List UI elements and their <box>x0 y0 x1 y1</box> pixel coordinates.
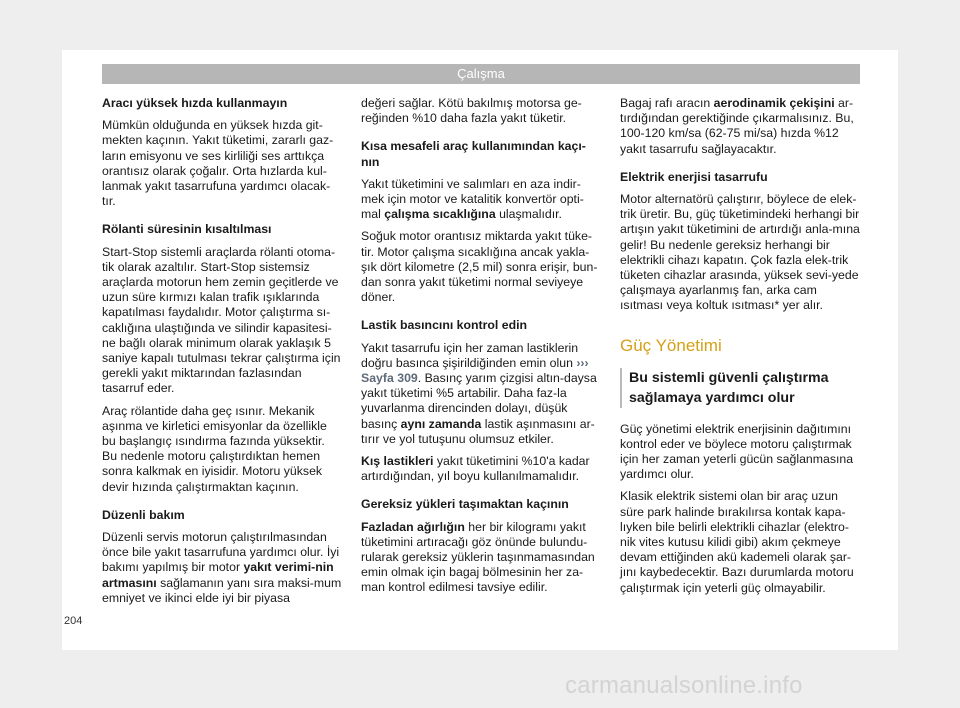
paragraph: Soğuk motor orantısız miktarda yakıt tüke-tir. Motor çalışma sıcaklığına ancak yakla-şık dört kilometre (2,5 mil) sonra erişir, bun-dan sonra yakıt tüketimi normal seviyeye döner. <box>361 229 598 305</box>
paragraph: Güç yönetimi elektrik enerjisinin dağıtımını kontrol eder ve böylece motoru çalıştırmak için her zaman yeterli gücün sağlanmasına yardımcı olur. <box>620 421 854 482</box>
bold-text: yakıt verimi-nin artmasını <box>102 560 334 590</box>
subtitle-block <box>620 368 860 408</box>
paragraph: Kış lastikleri yakıt tüketimini %10'a kadar artırdığından, yıl boyu kullanılmamalıdır. <box>361 454 590 484</box>
bold-text: Kış lastikleri <box>361 454 434 469</box>
subtitle: Bu sistemli güvenli çalıştırma sağlamaya yardımcı olur <box>629 369 829 406</box>
bold-text: çalışma sıcaklığına <box>384 207 496 222</box>
heading-electric-energy: Elektrik enerjisi tasarrufu <box>620 169 768 184</box>
section-header: Çalışma <box>102 64 860 84</box>
paragraph: Motor alternatörü çalıştırır, böylece de elek-trik üretir. Bu, güç tüketimindeki herhangi bir artışın yakıt tüketimini de artırdığı anla-mına gelir! Bu nedenle gereksiz herhangi bir elektrikli cihazı kapatın. Çok fazla elek-trik tüketen cihazlar arasında, yüksek sevi-yede çalışmaya ayarlanmış fan, arka cam ısıtması veya koltuk ısıtması* yer alır. <box>620 192 860 313</box>
heading-tire-pressure: Lastik basıncını kontrol edin <box>361 318 528 333</box>
heading-short-trips: Kısa mesafeli araç kullanımından kaçı-nın <box>361 139 586 169</box>
heading-high-speed: Aracı yüksek hızda kullanmayın <box>102 96 288 110</box>
bold-text: Fazladan ağırlığın <box>361 519 465 534</box>
column-1 <box>102 96 342 613</box>
paragraph: Klasik elektrik sistemi olan bir araç uzun süre park halinde bırakılırsa kontak kapa-lıyken bile belirli elektrikli cihazlar (elektro-nik vites kutusu kilidi gibi) akım çekmeye devam ettiğinden akü kademeli olarak şar-jını kaybedecektir. Bazı durumlarda motoru çalıştırmak için yeterli güç olmayabilir. <box>620 489 854 595</box>
column-3 <box>620 96 860 603</box>
paragraph: değeri sağlar. Kötü bakılmış motorsa ge-reğinden %10 daha fazla yakıt tüketir. <box>361 96 582 126</box>
heading-idle-time: Rölanti süresinin kısaltılması <box>102 222 272 237</box>
paragraph: Araç rölantide daha geç ısınır. Mekanik aşınma ve kirletici emisyonlar da özellikle bu başlangıç ısındırma fazında yüksektir. Bu nedenle motoru çalıştırdıktan hemen sonra kalkmak en iyisidir. Motoru yüksek devir hızında çalıştırmaktan kaçının. <box>102 403 327 494</box>
column-2 <box>361 96 603 603</box>
bold-text: aynı zamanda <box>400 416 482 431</box>
paragraph: Düzenli servis motorun çalıştırılmasından önce bile yakıt tasarrufuna yardımcı olur. İyi bakımı yapılmış bir motor yakıt verimi-nin artmasını sağlamanın yanı sıra maksi-mum emniyet ve ikinci elde iyi bir piyasa <box>102 530 342 605</box>
heading-unnecessary-loads: Gereksiz yükleri taşımaktan kaçının <box>361 497 569 512</box>
paragraph: Bagaj rafı aracın aerodinamik çekişini ar-tırdığından gerektiğinde çıkarmalısınız. Bu, 100-120 km/sa (62-75 mi/sa) hızda %12 yakıt tasarrufu sağlayacaktır. <box>620 96 854 156</box>
heading-regular-maintenance: Düzenli bakım <box>102 507 185 522</box>
paragraph: Yakıt tüketimini ve salımları en aza indir-mek için motor ve katalitik konvertör opti-mal çalışma sıcaklığına ulaşmalıdır. <box>361 176 584 222</box>
paragraph: Mümkün olduğunda en yüksek hızda git-mekten kaçının. Yakıt tüketimi, zararlı gaz-ların emisyonu ve ses kirliliği ses arttıkça orantısız olarak çoğalır. Orta hızlarda kul-lanmak yakıt tasarrufuna yardımcı olacak-tır. <box>102 118 334 209</box>
watermark: carmanualsonline.info <box>565 672 803 699</box>
paragraph: Fazladan ağırlığın her bir kilogramı yakıt tüketimini artıracağı göz önünde bulundu-rularak gereksiz yüklerin taşınmamasından emin olmak için bagaj bölmesinin her za-man kontrol edilmesi tavsiye edilir. <box>361 519 595 595</box>
section-title-power-management: Güç Yönetimi <box>620 335 722 355</box>
paragraph: Start-Stop sistemli araçlarda rölanti otoma-tik olarak azaltılır. Start-Stop sistemsiz araçlarda motorun hem zemin geçitlerde ve uzun süre kırmızı kalan trafik ışıklarında kapatılması faydalıdır. Motor çalıştırma sı-caklığına ulaştığında ve silindir kapasitesi-ne bağlı olarak minimum olarak yaklaşık 5 saniye kapalı tutulması tekrar çalıştırma için gerekli yakıt miktarından fazlasından tasarruf eder. <box>102 244 341 396</box>
bold-text: aerodinamik çekişini <box>713 96 835 110</box>
paragraph: Yakıt tasarrufu için her zaman lastiklerin doğru basınca şişirildiğinden emin olun ››› Sayfa 309. Basınç yarım çizgisi altın-daysa yakıt tüketimi %5 artabilir. Daha faz-la yuvarlanma direncinden dolayı, düşük basınç aynı zamanda lastik aşınmasını ar-tırır ve yol tutuşunu olumsuz etkiler. <box>361 340 597 446</box>
page-number: 204 <box>64 615 83 627</box>
page-reference-link[interactable]: ››› Sayfa 309 <box>361 355 589 386</box>
